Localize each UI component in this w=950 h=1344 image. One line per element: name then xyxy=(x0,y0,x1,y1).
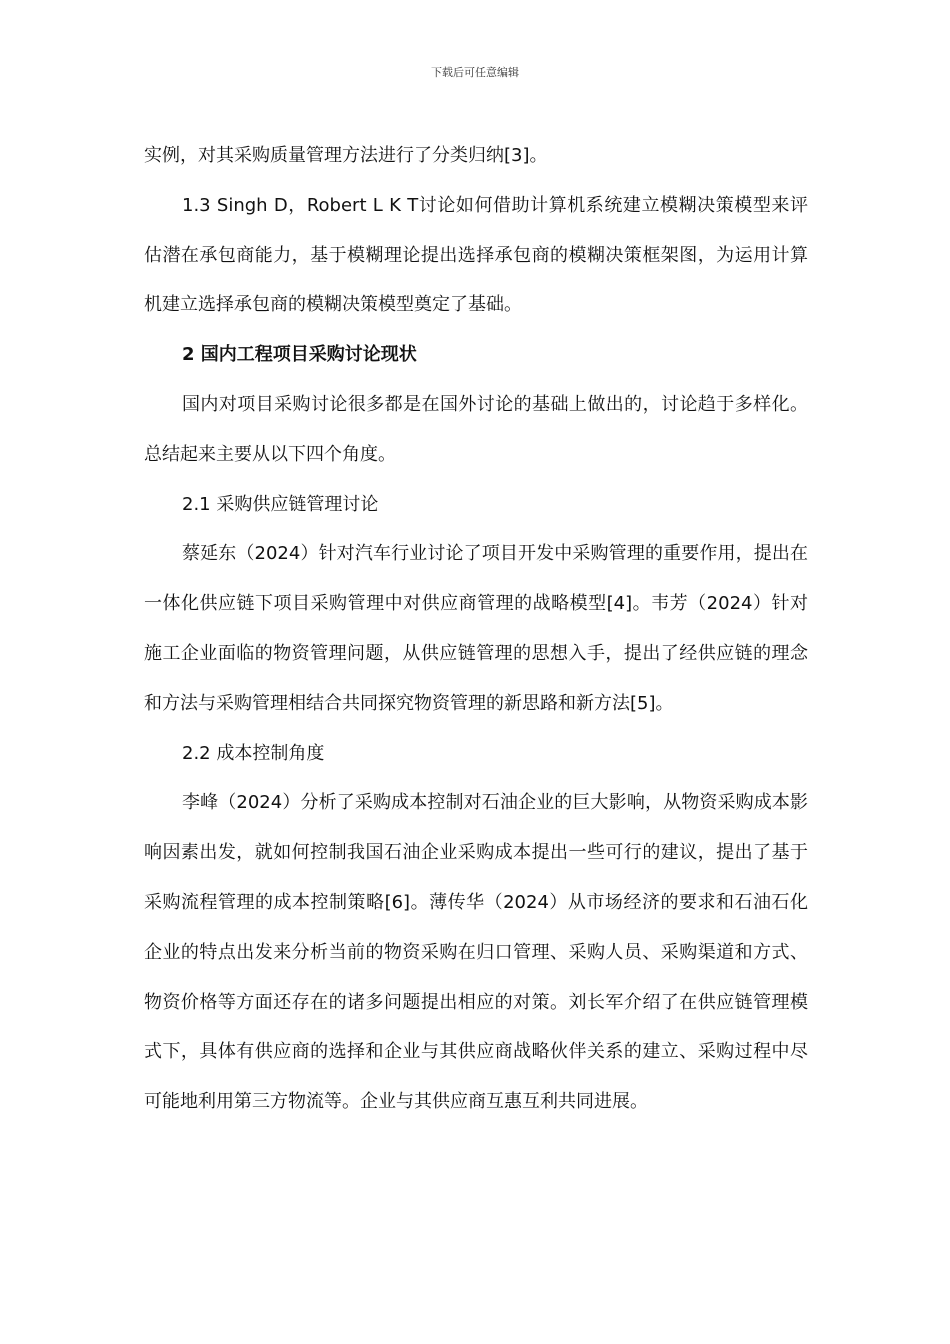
paragraph-continuation: 实例，对其采购质量管理方法进行了分类归纳[3]。 xyxy=(144,145,548,166)
paragraph-supply-chain: 蔡延东（2024）针对汽车行业讨论了项目开发中采购管理的重要作用，提出在一体化供应链下项目采购管理中对供应商管理的战略模型[4]。韦芳（2024）针对施工企业面临的物资管理问题，从供应链管理的思想入手，提出了经供应链的理念和方法与采购管理相结合共同探究物资管理的新思路和新方法[5]。 xyxy=(144,543,808,714)
document-body xyxy=(144,131,808,1127)
subsection-heading-2-2: 2.2 成本控制角度 xyxy=(182,742,325,764)
paragraph-cost-control: 李峰（2024）分析了采购成本控制对石油企业的巨大影响，从物资采购成本影响因素出发，就如何控制我国石油企业采购成本提出一些可行的建议，提出了基于采购流程管理的成本控制策略[6]。薄传华（2024）从市场经济的要求和石油石化企业的特点出发来分析当前的物资采购在归口管理、采购人员、采购渠道和方式、物资价格等方面还存在的诸多问题提出相应的对策。刘长军介绍了在供应链管理模式下，具体有供应商的选择和企业与其供应商战略伙伴关系的建立、采购过程中尽可能地利用第三方物流等。企业与其供应商互惠互利共同进展。 xyxy=(144,792,808,1113)
subsection-heading-2-1: 2.1 采购供应链管理讨论 xyxy=(182,493,379,515)
section-heading-2: 2 国内工程项目采购讨论现状 xyxy=(182,344,417,366)
paragraph-domestic-overview: 国内对项目采购讨论很多都是在国外讨论的基础上做出的，讨论趋于多样化。总结起来主要从以下四个角度。 xyxy=(144,393,808,465)
page-header-note: 下载后可任意编辑 xyxy=(431,66,519,79)
paragraph-1-3-singh-robert: 1.3 Singh D，Robert L K T讨论如何借助计算机系统建立模糊决策模型来评估潜在承包商能力，基于模糊理论提出选择承包商的模糊决策框架图，为运用计算机建立选择承包商的模糊决策模型奠定了基础。 xyxy=(144,194,808,316)
